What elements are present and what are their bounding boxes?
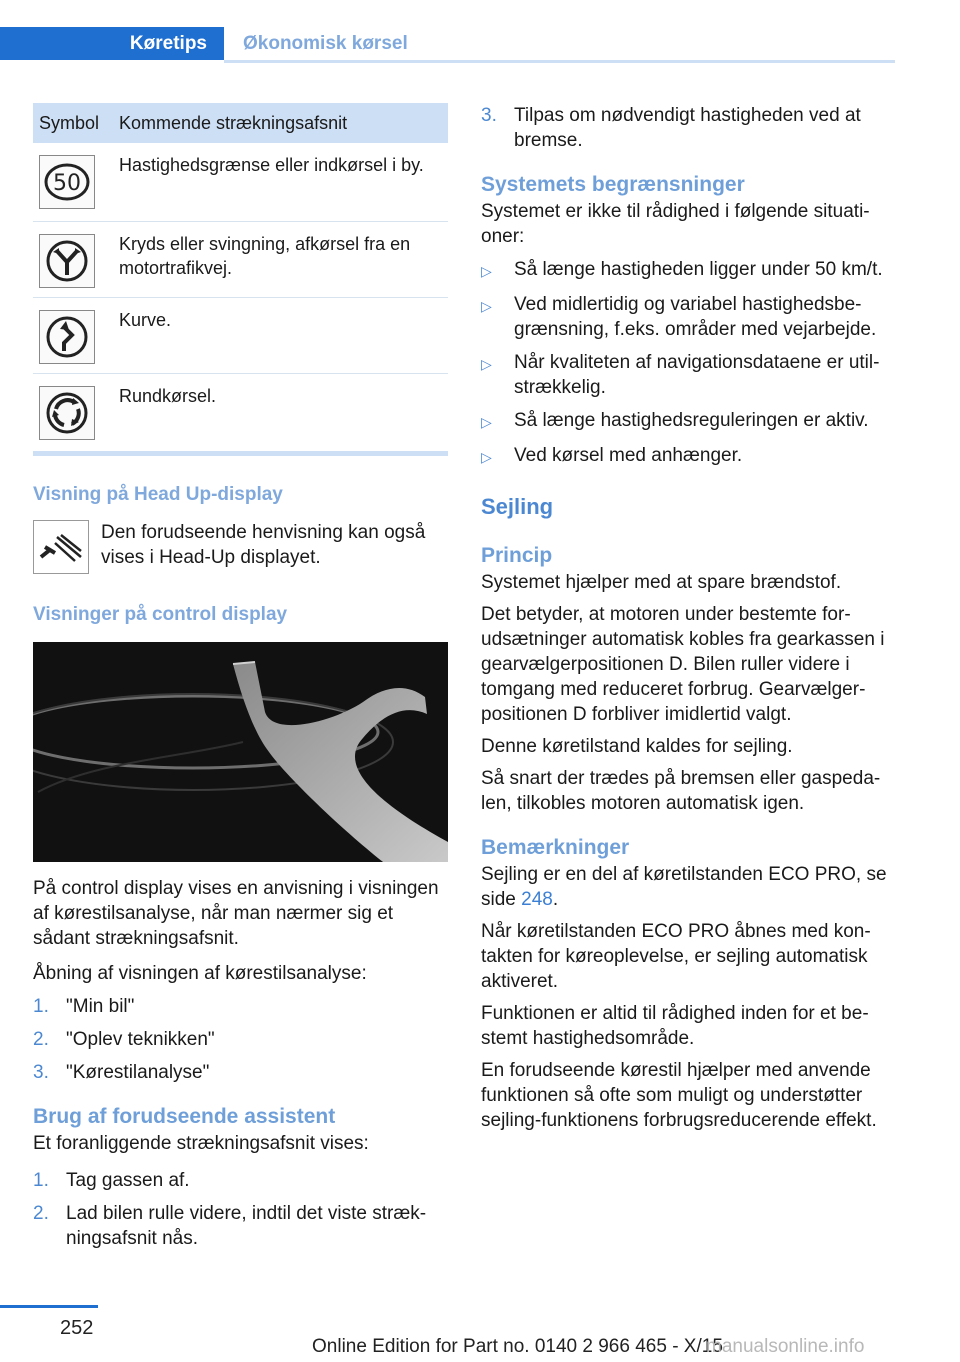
row-text: Rundkørsel.: [119, 385, 217, 406]
hud-row: [33, 520, 448, 574]
use-steps-continued: [481, 103, 901, 153]
table-row: [33, 373, 448, 451]
table-bottom-rule: [33, 451, 448, 456]
list-item: ▷ Ved midlertidig og variabel hastighedsbegrænsning, f.eks. områder med vejarbejde.: [481, 294, 877, 340]
hud-heading: Visning på Head Up-display: [33, 484, 283, 505]
watermark: manualsonline.info: [706, 1336, 865, 1357]
control-display-heading: Visninger på control display: [33, 604, 288, 625]
open-steps-list: [33, 994, 448, 1085]
control-display-paragraph: På control display vises en anvisning i visningen af kørestilsanalyse, når man nærmer sig et sådant strækningsafsnit.: [33, 878, 439, 949]
triangle-bullet-icon: ▷: [481, 263, 492, 279]
principle-p2: Det betyder, at motoren under bestemte forudsætninger automatisk kobles fra gearkassen i gearvælgerpositionen D. Bilen ruller videre i tomgang med reduceret forbrug. Gearvælgerpositionen D forbliver imidlertid valgt.: [481, 604, 885, 725]
head-up-display-icon: [33, 520, 89, 574]
limits-list: [481, 257, 901, 470]
row-text: Kryds eller svingning, afkørsel fra en motortrafikvej.: [113, 221, 448, 297]
use-assistant-heading: Brug af forudseende assistent: [33, 1105, 336, 1128]
triangle-bullet-icon: ▷: [481, 356, 492, 372]
notes-p2: Når køretilstanden ECO PRO åbnes med kontakten for køreoplevelse, er sejling automatisk aktiveret.: [481, 921, 871, 992]
junction-icon: [39, 234, 95, 288]
speed-limit-50-icon: [39, 155, 95, 209]
list-item: ▷ Ved kørsel med anhænger.: [481, 443, 901, 470]
triangle-bullet-icon: ▷: [481, 449, 492, 465]
left-column: [33, 103, 448, 1251]
footer-rule: [0, 1305, 98, 1308]
right-column: [481, 103, 901, 1133]
table-row: [33, 143, 448, 221]
principle-p3: Denne køretilstand kaldes for sejling.: [481, 736, 793, 757]
row-text: Kurve.: [113, 297, 448, 373]
edition-text: Online Edition for Part no. 0140 2 966 465 - X/15: [312, 1336, 723, 1357]
notes-p3: Funktionen er altid til rådighed inden for et bestemt hastighedsområde.: [481, 1003, 869, 1049]
notes-p1: Sejling er en del af køretilstanden ECO PRO, se side 248.: [481, 864, 887, 910]
sailing-heading: Sejling: [481, 494, 554, 519]
list-item: 3. "Kørestilanalyse": [33, 1062, 210, 1083]
list-item: ▷ Så længe hastighedsreguleringen er aktiv.: [481, 408, 901, 435]
principle-heading: Princip: [481, 544, 553, 567]
table-row: [33, 297, 448, 373]
notes-heading: Bemærkninger: [481, 836, 630, 859]
tab-koeretips[interactable]: Køretips: [0, 27, 224, 60]
row-text: Hastighedsgrænse eller indkørsel i by.: [113, 143, 448, 221]
page-248-link[interactable]: 248: [521, 889, 553, 910]
triangle-bullet-icon: ▷: [481, 298, 492, 314]
open-analysis-text: Åbning af visningen af kørestilsanalyse:: [33, 963, 367, 984]
header-divider: [224, 60, 895, 63]
svg-text:50: 50: [53, 171, 81, 196]
hud-text: Den forudseende henvisning kan også vises i Head-Up displayet.: [101, 522, 426, 568]
notes-p4: En forudseende kørestil hjælper med anvende funktionen så ofte som muligt og understøtter sejling-funktionens forbrugsreducerende effekt.: [481, 1060, 877, 1131]
col-header-symbol: Symbol: [33, 103, 113, 143]
limits-text: Systemet er ikke til rådighed i følgende situationer:: [481, 201, 870, 247]
roundabout-icon: [39, 386, 95, 440]
col-header-segment: Kommende strækningsafsnit: [113, 103, 448, 143]
symbol-table: [33, 103, 448, 451]
principle-p1: Systemet hjælper med at spare brændstof.: [481, 572, 842, 593]
limits-heading: Systemets begrænsninger: [481, 173, 745, 196]
page-number: 252: [60, 1317, 94, 1339]
table-row: [33, 221, 448, 297]
list-item: 2. Lad bilen rulle videre, indtil det viste strækningsafsnit nås.: [33, 1203, 427, 1249]
triangle-bullet-icon: ▷: [481, 414, 492, 430]
page-header: [0, 27, 895, 60]
use-assistant-text: Et foranliggende strækningsafsnit vises:: [33, 1133, 369, 1154]
list-item: 2. "Oplev teknikken": [33, 1029, 215, 1050]
control-display-image: [33, 642, 448, 862]
list-item: 1. "Min bil": [33, 996, 135, 1017]
curve-icon: [39, 310, 95, 364]
use-steps-list: [33, 1168, 448, 1251]
list-item: 3. Tilpas om nødvendigt hastigheden ved at bremse.: [481, 105, 861, 151]
tab-oekonomisk-koersel[interactable]: Økonomisk kørsel: [243, 32, 408, 54]
list-item: ▷ Så længe hastigheden ligger under 50 km/t.: [481, 257, 901, 284]
principle-p4: Så snart der trædes på bremsen eller gaspedalen, tilkobles motoren automatisk igen.: [481, 768, 881, 814]
table-header-row: [33, 103, 448, 143]
list-item: ▷ Når kvaliteten af navigationsdataene er utilstrækkelig.: [481, 352, 880, 398]
list-item: 1. Tag gassen af.: [33, 1170, 190, 1191]
